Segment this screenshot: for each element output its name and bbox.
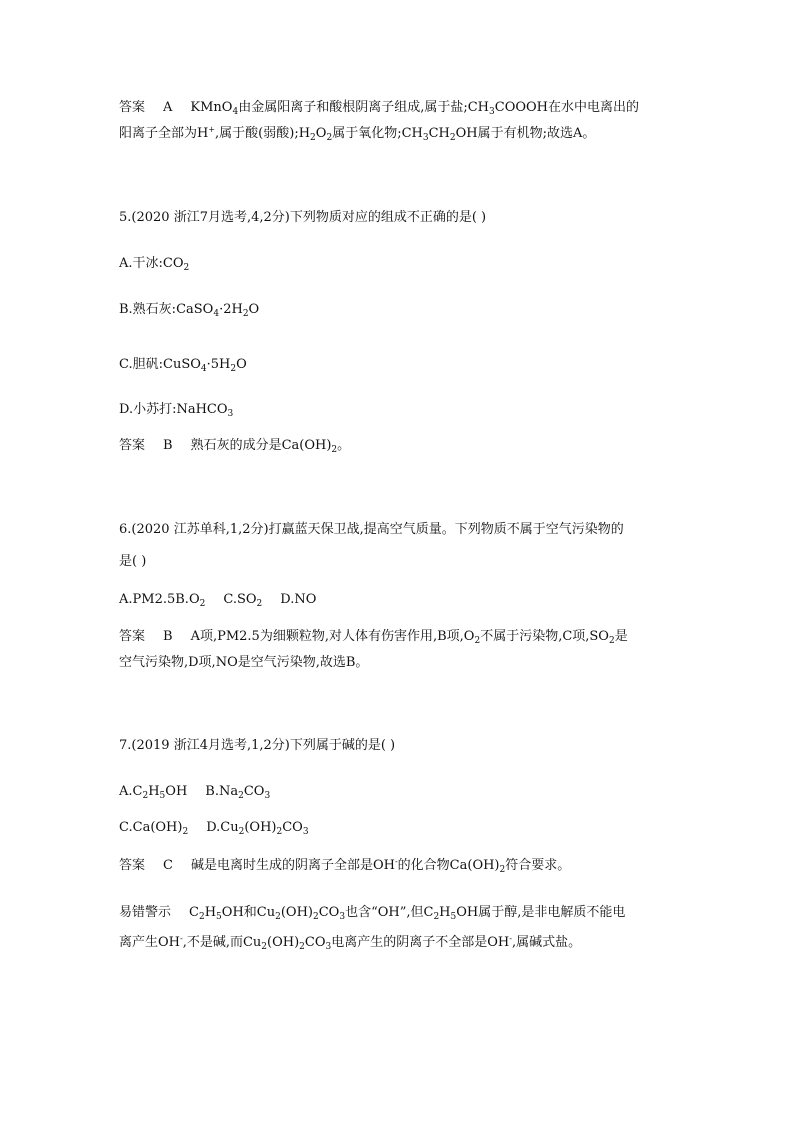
subscript: 2: [242, 309, 249, 319]
q4-answer-line-2: [119, 125, 595, 143]
answer-choice: A: [163, 100, 173, 115]
answer-text: 熟石灰的成分是Ca(OH): [190, 438, 332, 453]
subscript: 2: [199, 599, 206, 609]
answer-choice: C: [163, 858, 173, 873]
text: OH属于醇,是非电解质不能电: [456, 905, 626, 920]
q4-answer-line-1: [119, 99, 639, 117]
option-text: ·2H: [219, 302, 243, 317]
q5-option-d: [119, 401, 233, 419]
option-text: D.NO: [280, 592, 317, 607]
text: (OH): [280, 905, 313, 920]
answer-label: 答案: [119, 858, 146, 873]
subscript: 5: [450, 912, 457, 922]
subscript: 2: [312, 912, 319, 922]
text: H: [439, 905, 451, 920]
q7-options-cd: [119, 819, 309, 837]
text: 属于有机物;故选A。: [477, 126, 596, 141]
q5-option-a: [119, 255, 189, 273]
formula-ethanol: OH: [455, 126, 478, 141]
q6-options: [119, 591, 316, 609]
subscript: 2: [230, 364, 237, 374]
superscript: -: [509, 934, 512, 943]
text: ,属碱式盐。: [511, 935, 582, 950]
option-text: A.PM2.5B.O: [119, 592, 200, 607]
option-text: CO: [243, 784, 265, 799]
text: H: [204, 905, 217, 920]
formula-ch3cooh: CH: [467, 100, 490, 115]
option-text: C.胆矾:CuSO: [119, 357, 201, 372]
option-text: A.干冰:CO: [119, 256, 184, 271]
text: 属于氧化物;: [332, 126, 402, 141]
q7-warning-line-2: [119, 934, 581, 952]
subscript: 3: [227, 409, 234, 419]
q7-options-ab: [119, 783, 270, 801]
subscript: 3: [422, 133, 429, 143]
q6-answer-line-1: [119, 628, 628, 646]
q7-warning-line-1: [119, 904, 625, 922]
text: ,属于酸(弱酸);: [215, 126, 299, 141]
subscript: 3: [325, 942, 332, 952]
subscript: 4: [213, 309, 220, 319]
option-text: D.Cu: [206, 820, 239, 835]
text: (OH): [267, 935, 300, 950]
answer-text: A项,PM2.5为细颗粒物,对人体有伤害作用,B项,O: [190, 629, 475, 644]
formula-h2o2: H: [298, 126, 311, 141]
subscript: 4: [232, 107, 239, 117]
subscript: 4: [200, 364, 207, 374]
subscript: 2: [142, 791, 149, 801]
option-text: C.SO: [223, 592, 257, 607]
subscript: 2: [256, 599, 263, 609]
answer-label: 答案: [119, 629, 146, 644]
text: 在水中电离出的: [548, 100, 640, 115]
answer-choice: B: [163, 629, 173, 644]
text: ,不是碱,而Cu: [182, 935, 262, 950]
text: OH和Cu: [221, 905, 276, 920]
text: 电离产生的阴离子不全部是OH: [331, 935, 510, 950]
q6-stem-line-1: 6.(2020 江苏单科,1,2分)打赢蓝天保卫战,提高空气质量。下列物质不属于空气污染物的: [119, 522, 624, 537]
option-text: (OH): [244, 820, 277, 835]
formula-kmno4: KMnO: [190, 100, 233, 115]
text: 阳离子全部为H: [119, 126, 209, 141]
q5-option-c: [119, 356, 247, 374]
subscript: 2: [198, 912, 205, 922]
option-text: ·5H: [206, 357, 231, 372]
text: C: [189, 905, 199, 920]
q7-answer: [119, 857, 570, 875]
option-text: CO: [282, 820, 303, 835]
subscript: 3: [264, 791, 271, 801]
option-text: C.Ca(OH): [119, 820, 183, 835]
answer-text: 碱是电离时生成的阴离子全部是OH: [190, 858, 395, 873]
option-text: OH: [165, 784, 188, 799]
subscript: 2: [238, 827, 245, 837]
q5-answer: [119, 437, 350, 455]
answer-label: 答案: [119, 438, 146, 453]
subscript: 2: [275, 912, 281, 922]
subscript: 3: [302, 827, 309, 837]
subscript: 3: [489, 107, 495, 117]
text: CO: [318, 905, 340, 920]
option-text: H: [148, 784, 160, 799]
answer-label: 答案: [119, 100, 146, 115]
text: 离产生OH: [119, 935, 180, 950]
option-text: D.小苏打:NaHCO: [119, 402, 228, 417]
superscript: -: [180, 934, 183, 943]
subscript: 2: [299, 942, 305, 952]
superscript: +: [208, 125, 216, 134]
text: 由金属阳离子和酸根阴离子组成,属于盐;: [238, 100, 468, 115]
formula-ethanol: CH: [401, 126, 423, 141]
q5-stem: 5.(2020 浙江7月选考,4,2分)下列物质对应的组成不正确的是( ): [119, 210, 487, 225]
answer-choice: B: [163, 438, 173, 453]
warning-label: 易错警示: [119, 905, 172, 920]
formula-h2o2: O: [315, 126, 327, 141]
option-text: O: [236, 357, 247, 372]
q6-stem-line-2: 是( ): [119, 554, 147, 569]
option-text: B.Na: [205, 784, 239, 799]
subscript: 2: [331, 445, 338, 455]
option-text: B.熟石灰:CaSO: [119, 302, 214, 317]
subscript: 5: [159, 791, 166, 801]
formula-ch3cooh: COOOH: [494, 100, 549, 115]
answer-text: 是: [614, 629, 628, 644]
subscript: 2: [310, 133, 316, 143]
superscript: -: [394, 857, 398, 866]
subscript: 2: [608, 636, 615, 646]
answer-text: 的化合物Ca(OH): [397, 858, 500, 873]
answer-text: 。: [337, 438, 351, 453]
subscript: 2: [474, 636, 481, 646]
subscript: 2: [326, 133, 333, 143]
text: CO: [304, 935, 326, 950]
q5-option-b: [119, 301, 259, 319]
option-text: O: [248, 302, 260, 317]
subscript: 2: [276, 827, 283, 837]
subscript: 5: [216, 912, 222, 922]
answer-text: 不属于污染物,C项,SO: [480, 629, 609, 644]
text: 也含“OH”,但C: [345, 905, 434, 920]
option-text: A.C: [119, 784, 143, 799]
subscript: 2: [261, 942, 268, 952]
formula-ethanol: CH: [428, 126, 450, 141]
subscript: 2: [499, 865, 506, 875]
subscript: 3: [339, 912, 346, 922]
subscript: 2: [433, 912, 440, 922]
q7-stem: 7.(2019 浙江4月选考,1,2分)下列属于碱的是( ): [119, 738, 396, 753]
q6-answer-line-2: 空气污染物,D项,NO是空气污染物,故选B。: [119, 655, 369, 670]
subscript: 2: [183, 263, 190, 273]
subscript: 2: [449, 133, 456, 143]
subscript: 2: [238, 791, 244, 801]
answer-text: 符合要求。: [505, 858, 571, 873]
subscript: 2: [182, 827, 189, 837]
